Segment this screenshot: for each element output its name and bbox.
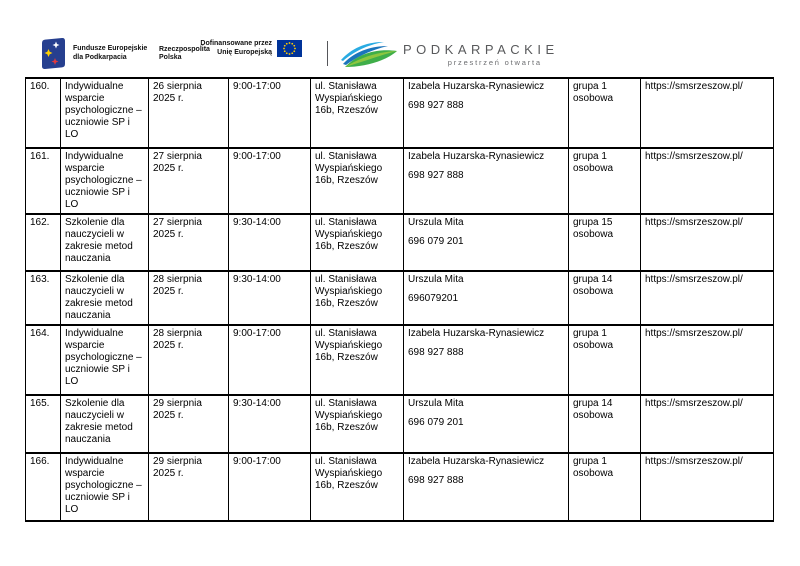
cell-row-number: 164. xyxy=(26,325,61,395)
contact-name: Urszula Mita xyxy=(408,274,464,285)
cell-contact xyxy=(404,271,569,325)
cell-group-size: grupa 1 osobowa xyxy=(569,148,641,214)
cell-address: ul. Stanisława Wyspiańskiego 16b, Rzeszów xyxy=(311,78,404,148)
contact-name: Izabela Huzarska-Rynasiewicz xyxy=(408,456,545,467)
eu-cofunding-logo xyxy=(200,40,302,57)
cell-row-number: 161. xyxy=(26,148,61,214)
table-row xyxy=(26,453,774,521)
contact-phone: 698 927 888 xyxy=(408,347,464,358)
table-row xyxy=(26,325,774,395)
cell-row-number: 162. xyxy=(26,214,61,271)
contact-phone: 696079201 xyxy=(408,293,459,304)
cell-row-number: 165. xyxy=(26,395,61,453)
cell-date: 28 sierpnia 2025 r. xyxy=(149,271,229,325)
header-divider xyxy=(327,41,328,66)
cell-row-number: 160. xyxy=(26,78,61,148)
cell-time: 9:00-17:00 xyxy=(229,78,311,148)
contact-phone: 698 927 888 xyxy=(408,475,464,486)
fundusze-europejskie-flag-icon xyxy=(40,37,67,70)
contact-phone: 698 927 888 xyxy=(408,170,464,181)
cell-group-size: grupa 15 osobowa xyxy=(569,214,641,271)
table-row xyxy=(26,78,774,148)
cell-time: 9:30-14:00 xyxy=(229,395,311,453)
cell-registration-url[interactable]: https://smsrzeszow.pl/ xyxy=(641,395,774,453)
cell-address: ul. Stanisława Wyspiańskiego 16b, Rzeszów xyxy=(311,453,404,521)
contact-name: Izabela Huzarska-Rynasiewicz xyxy=(408,328,545,339)
rzeczpospolita-polska-label: Rzeczpospolita Polska xyxy=(159,45,210,61)
contact-phone: 696 079 201 xyxy=(408,236,464,247)
cell-contact xyxy=(404,325,569,395)
cell-contact xyxy=(404,78,569,148)
cell-registration-url[interactable]: https://smsrzeszow.pl/ xyxy=(641,325,774,395)
cell-address: ul. Stanisława Wyspiańskiego 16b, Rzeszów xyxy=(311,395,404,453)
contact-name: Urszula Mita xyxy=(408,217,464,228)
cell-contact xyxy=(404,453,569,521)
cell-contact xyxy=(404,395,569,453)
cell-date: 29 sierpnia 2025 r. xyxy=(149,453,229,521)
cell-group-size: grupa 1 osobowa xyxy=(569,325,641,395)
contact-phone: 698 927 888 xyxy=(408,100,464,111)
cell-contact xyxy=(404,214,569,271)
cell-address: ul. Stanisława Wyspiańskiego 16b, Rzeszów xyxy=(311,148,404,214)
cell-activity: Indywidualne wsparcie psychologiczne –uczniowie SP i LO xyxy=(61,78,149,148)
cell-date: 29 sierpnia 2025 r. xyxy=(149,395,229,453)
table-row xyxy=(26,395,774,453)
fundusze-europejskie-label: Fundusze Europejskie dla Podkarpacia xyxy=(73,45,148,61)
cell-date: 28 sierpnia 2025 r. xyxy=(149,325,229,395)
cell-registration-url[interactable]: https://smsrzeszow.pl/ xyxy=(641,271,774,325)
cell-time: 9:00-17:00 xyxy=(229,453,311,521)
cell-address: ul. Stanisława Wyspiańskiego 16b, Rzeszów xyxy=(311,214,404,271)
poland-flag-icon xyxy=(127,45,155,63)
cell-row-number: 166. xyxy=(26,453,61,521)
cell-date: 27 sierpnia 2025 r. xyxy=(149,148,229,214)
cell-group-size: grupa 1 osobowa xyxy=(569,78,641,148)
podkarpackie-subtitle: przestrzeń otwarta xyxy=(447,58,542,67)
cell-activity: Indywidualne wsparcie psychologiczne –uczniowie SP i LO xyxy=(61,148,149,214)
cell-registration-url[interactable]: https://smsrzeszow.pl/ xyxy=(641,453,774,521)
cell-activity: Szkolenie dla nauczycieli w zakresie metod nauczania xyxy=(61,214,149,271)
cell-address: ul. Stanisława Wyspiańskiego 16b, Rzeszów xyxy=(311,325,404,395)
table-row xyxy=(26,148,774,214)
cell-group-size: grupa 14 osobowa xyxy=(569,271,641,325)
cell-registration-url[interactable]: https://smsrzeszow.pl/ xyxy=(641,148,774,214)
cell-contact xyxy=(404,148,569,214)
cell-activity: Szkolenie dla nauczycieli w zakresie metod nauczania xyxy=(61,395,149,453)
cell-row-number: 163. xyxy=(26,271,61,325)
podkarpackie-logo xyxy=(340,40,559,68)
cell-group-size: grupa 1 osobowa xyxy=(569,453,641,521)
schedule-table xyxy=(25,77,774,522)
rzeczpospolita-polska-logo xyxy=(127,45,210,63)
podkarpackie-title: PODKARPACKIE xyxy=(403,42,559,57)
contact-name: Izabela Huzarska-Rynasiewicz xyxy=(408,81,545,92)
cell-registration-url[interactable]: https://smsrzeszow.pl/ xyxy=(641,214,774,271)
contact-name: Izabela Huzarska-Rynasiewicz xyxy=(408,151,545,162)
cell-activity: Szkolenie dla nauczycieli w zakresie metod nauczania xyxy=(61,271,149,325)
cell-group-size: grupa 14 osobowa xyxy=(569,395,641,453)
cell-time: 9:00-17:00 xyxy=(229,148,311,214)
cell-time: 9:30-14:00 xyxy=(229,214,311,271)
contact-name: Urszula Mita xyxy=(408,398,464,409)
contact-phone: 696 079 201 xyxy=(408,417,464,428)
cell-date: 27 sierpnia 2025 r. xyxy=(149,214,229,271)
cell-time: 9:30-14:00 xyxy=(229,271,311,325)
cell-registration-url[interactable]: https://smsrzeszow.pl/ xyxy=(641,78,774,148)
cell-address: ul. Stanisława Wyspiańskiego 16b, Rzeszów xyxy=(311,271,404,325)
eu-flag-icon xyxy=(277,40,302,57)
cell-date: 26 sierpnia 2025 r. xyxy=(149,78,229,148)
cell-activity: Indywidualne wsparcie psychologiczne –uczniowie SP i LO xyxy=(61,325,149,395)
cell-activity: Indywidualne wsparcie psychologiczne –uczniowie SP i LO xyxy=(61,453,149,521)
table-row xyxy=(26,214,774,271)
cell-time: 9:00-17:00 xyxy=(229,325,311,395)
podkarpackie-swoosh-icon xyxy=(340,40,398,68)
eu-cofunding-label: Dofinansowane przez Unię Europejską xyxy=(200,40,272,56)
table-row xyxy=(26,271,774,325)
